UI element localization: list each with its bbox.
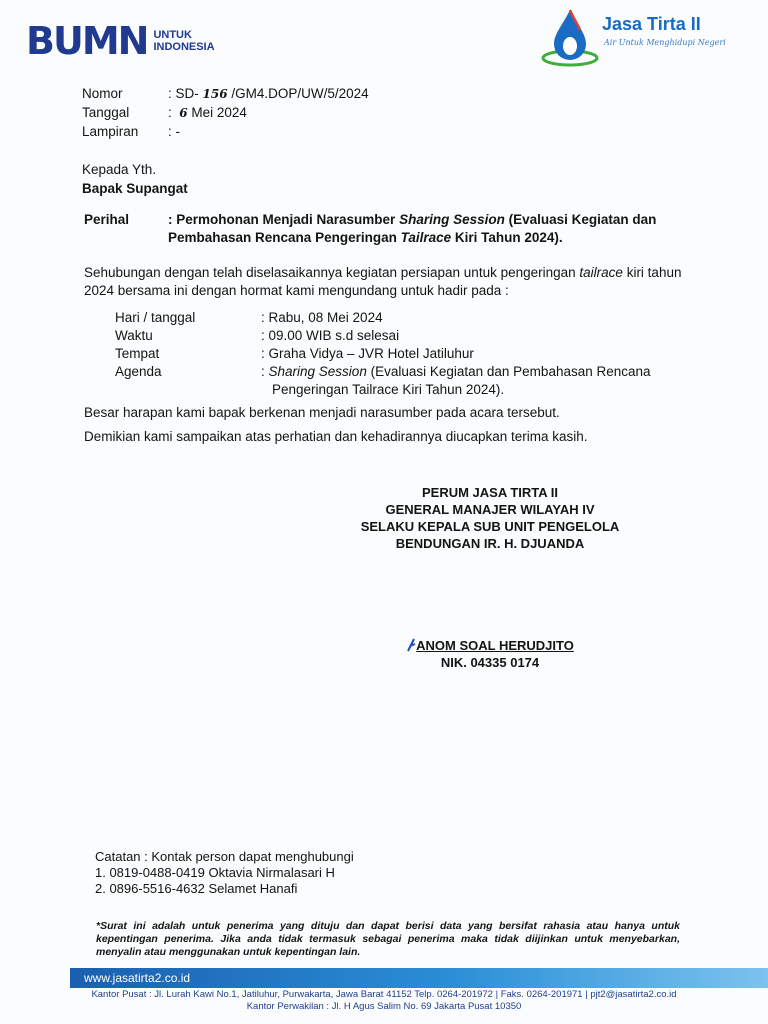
subject-part-c: (Evaluasi Kegiatan dan Pembahasan Rencana Pengeringan <box>168 212 657 245</box>
tanggal-value <box>168 105 247 120</box>
bumn-logo-mark: BUMN <box>26 19 148 63</box>
waktu-value: : 09.00 WIB s.d selesai <box>261 328 400 343</box>
signature-block <box>340 484 640 552</box>
subject-part-d: Tailrace <box>400 230 452 245</box>
agenda-colon: : <box>261 364 269 379</box>
subject-part-a: : Permohonan Menjadi Narasumber <box>168 212 400 227</box>
intro-paragraph <box>84 264 684 300</box>
agenda-part-c: (Evaluasi Kegiatan dan Pembahasan Rencana <box>366 364 651 379</box>
signer-nik: NIK. 04335 0174 <box>440 655 540 670</box>
contact-notes <box>95 849 354 897</box>
signature-org: PERUM JASA TIRTA II <box>421 485 559 500</box>
signer-name-line <box>340 637 640 654</box>
notes-contact-2: 2. 0896-5516-4632 Selamet Hanafi <box>95 881 298 896</box>
agenda-label: Agenda <box>115 364 162 379</box>
letter-meta <box>82 84 369 141</box>
water-drop-icon <box>540 6 600 68</box>
meta-row-lampiran <box>82 122 369 141</box>
event-details <box>115 309 681 399</box>
subject-part-e: Kiri Tahun 2024). <box>451 230 563 245</box>
meta-row-nomor <box>82 84 369 103</box>
detail-row-hari <box>115 309 681 327</box>
intro-part-a: Sehubungan dengan telah diselasaikannya kegiatan persiapan untuk pengeringan <box>84 265 580 280</box>
bumn-sub-line-2: INDONESIA <box>153 41 215 53</box>
detail-row-agenda <box>115 363 681 399</box>
meta-row-tanggal <box>82 103 369 122</box>
signature-title-1: GENERAL MANAJER WILAYAH IV <box>385 502 595 517</box>
tanggal-handwritten: 6 <box>179 106 188 120</box>
subject-part-b: Sharing Session <box>399 212 505 227</box>
bumn-logo-subtitle <box>153 29 214 53</box>
recipient-salutation: Kepada Yth. <box>82 162 157 177</box>
hari-value: : Rabu, 08 Mei 2024 <box>261 310 383 325</box>
tempat-value: : Graha Vidya – JVR Hotel Jatiluhur <box>261 346 474 361</box>
signer <box>340 637 640 671</box>
agenda-part-b: Sharing Session <box>268 364 367 379</box>
notes-contact-1: 1. 0819-0488-0419 Oktavia Nirmalasari H <box>95 865 335 880</box>
footer-address <box>0 989 768 1013</box>
nomor-prefix: : SD- <box>168 86 199 101</box>
nomor-label: Nomor <box>82 86 123 101</box>
agenda-value <box>261 363 681 399</box>
disclaimer: *Surat ini adalah untuk penerima yang dituju dan dapat berisi data yang bersifat rahasia atau hanya untuk kepentingan penerima. Jika anda tidak termasuk sebagai penerima maka tidak diijinkan untuk menyebarkan, menyalin atau menggunakan untuk kepentingan lain. <box>96 920 680 958</box>
intro-part-c: kiri tahun 2024 bersama ini dengan hormat kami mengundang untuk hadir pada : <box>84 265 682 298</box>
signer-name: ANOM SOAL HERUDJITO <box>416 638 574 653</box>
jasa-tirta-logo <box>540 6 750 70</box>
jasa-tirta-tagline: Air Untuk Menghidupi Negeri <box>604 38 726 47</box>
footer-website-link[interactable]: www.jasatirta2.co.id <box>84 971 191 985</box>
nomor-value <box>168 86 369 101</box>
tempat-label: Tempat <box>115 346 160 361</box>
lampiran-value: : - <box>168 124 180 139</box>
footer-address-1: Kantor Pusat : Jl. Lurah Kawi No.1, Jatiluhur, Purwakarta, Jawa Barat 41152 Telp. 0264-201972 | Faks. 0264-201971 | pjt2@jasatirta2.co.id <box>91 989 677 1000</box>
hari-label: Hari / tanggal <box>115 310 196 325</box>
signature-title-3: BENDUNGAN IR. H. DJUANDA <box>395 536 585 551</box>
bumn-sub-line-1: UNTUK <box>153 29 192 41</box>
tanggal-colon: : <box>168 105 172 120</box>
notes-title: Catatan : Kontak person dapat menghubungi <box>95 849 354 864</box>
lampiran-label: Lampiran <box>82 124 139 139</box>
closing-line-2: Demikian kami sampaikan atas perhatian dan kehadirannya diucapkan terima kasih. <box>84 429 588 444</box>
closing-line-1: Besar harapan kami bapak berkenan menjadi narasumber pada acara tersebut. <box>84 405 560 420</box>
recipient-name: Bapak Supangat <box>82 181 188 196</box>
footer-address-2: Kantor Perwakilan : Jl. H Agus Salim No. 69 Jakarta Pusat 10350 <box>246 1001 522 1012</box>
intro-part-b: tailrace <box>579 265 623 280</box>
subject-label: Perihal <box>84 212 130 227</box>
detail-row-tempat <box>115 345 681 363</box>
subject <box>84 211 698 247</box>
nomor-handwritten: 156 <box>202 87 228 101</box>
jasa-tirta-name: Jasa Tirta II <box>602 14 701 34</box>
agenda-part-d: Pengeringan Tailrace Kiri Tahun 2024). <box>272 382 505 397</box>
detail-row-waktu <box>115 327 681 345</box>
waktu-label: Waktu <box>115 328 153 343</box>
tanggal-suffix: Mei 2024 <box>187 105 247 120</box>
tanggal-label: Tanggal <box>82 105 130 120</box>
nomor-suffix: /GM4.DOP/UW/5/2024 <box>227 86 369 101</box>
signature-mark-icon <box>406 638 416 652</box>
subject-text <box>168 211 698 247</box>
recipient <box>82 160 188 198</box>
bumn-logo <box>26 19 215 63</box>
signature-title-2: SELAKU KEPALA SUB UNIT PENGELOLA <box>360 519 620 534</box>
